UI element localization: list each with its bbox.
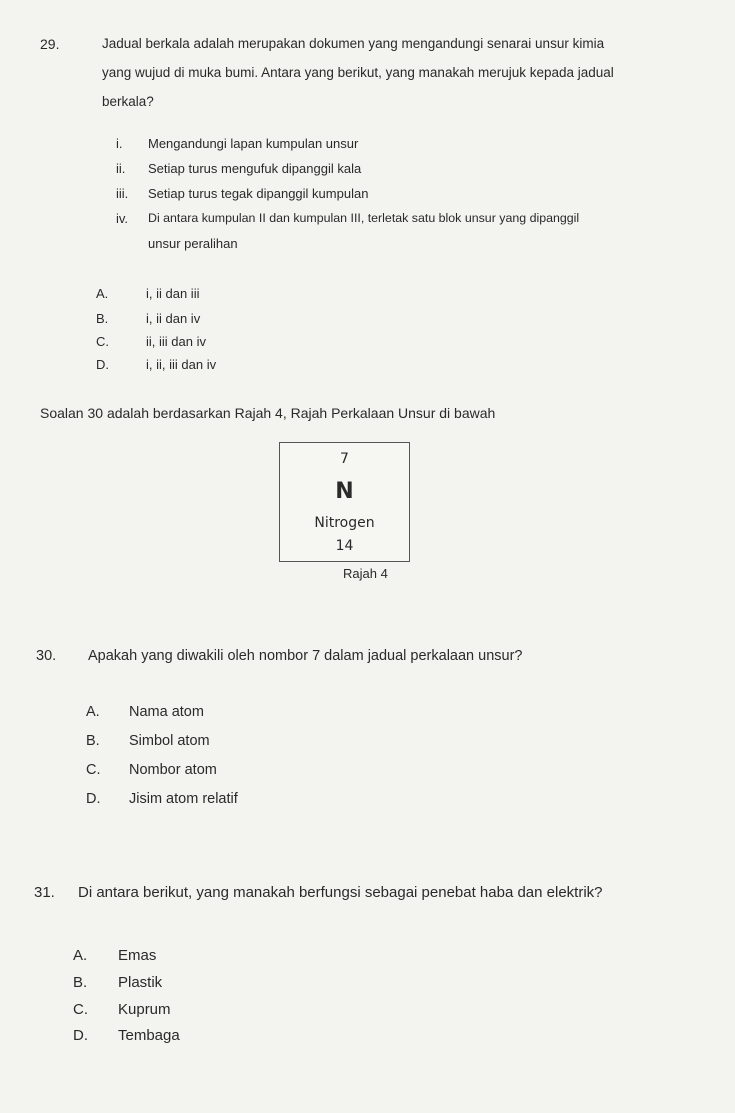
statement-ii-numeral: ii.: [116, 161, 126, 176]
figure-caption: Rajah 4: [343, 566, 388, 581]
q31-option-c-letter: C.: [73, 1001, 88, 1018]
q30-option-d-letter: D.: [86, 791, 101, 807]
question-30-intro: Soalan 30 adalah berdasarkan Rajah 4, Rajah Perkalaan Unsur di bawah: [40, 405, 496, 421]
statement-iii-text: Setiap turus tegak dipanggil kumpulan: [148, 186, 369, 201]
q31-option-b-letter: B.: [73, 974, 88, 991]
question-30-text: Apakah yang diwakili oleh nombor 7 dalam jadual perkalaan unsur?: [88, 648, 523, 664]
q29-option-c-letter: C.: [96, 334, 109, 349]
q29-option-b-text: i, ii dan iv: [146, 311, 201, 326]
statement-iv-text: Di antara kumpulan II dan kumpulan III, terletak satu blok unsur yang dipanggil: [148, 211, 580, 225]
q30-option-b-letter: B.: [86, 733, 100, 749]
statement-iii-numeral: iii.: [116, 186, 129, 201]
q29-option-a-text: i, ii dan iii: [146, 286, 200, 301]
question-31-text: Di antara berikut, yang manakah berfungsi sebagai penebat haba dan elektrik?: [78, 884, 603, 901]
statement-i-text: Mengandungi lapan kumpulan unsur: [148, 136, 359, 151]
element-mass: 14: [335, 538, 354, 554]
question-29-text-line-1: Jadual berkala adalah merupakan dokumen yang mengandungi senarai unsur kimia: [102, 36, 605, 51]
question-29-text-line-3: berkala?: [102, 94, 154, 109]
q30-option-d-text: Jisim atom relatif: [129, 791, 238, 807]
question-30-number: 30.: [36, 648, 57, 664]
question-29-number: 29.: [40, 36, 60, 52]
statement-i-numeral: i.: [116, 136, 123, 151]
question-31-number: 31.: [34, 884, 55, 901]
q29-option-a-letter: A.: [96, 286, 109, 301]
q31-option-b-text: Plastik: [118, 974, 163, 991]
element-symbol: N: [335, 479, 354, 504]
q31-option-d-letter: D.: [73, 1027, 88, 1044]
element-name: Nitrogen: [314, 515, 375, 531]
statement-iv-continuation: unsur peralihan: [148, 236, 238, 251]
q31-option-d-text: Tembaga: [118, 1027, 180, 1044]
q31-option-c-text: Kuprum: [118, 1001, 171, 1018]
q31-option-a-letter: A.: [73, 947, 88, 964]
question-29-text-line-2: yang wujud di muka bumi. Antara yang berikut, yang manakah merujuk kepada jadual: [102, 65, 614, 80]
q30-option-a-text: Nama atom: [129, 704, 204, 720]
q31-option-a-text: Emas: [118, 947, 157, 964]
q29-option-d-text: i, ii, iii dan iv: [146, 357, 217, 372]
statement-iv-numeral: iv.: [116, 211, 129, 226]
q30-option-b-text: Simbol atom: [129, 733, 210, 749]
statement-ii-text: Setiap turus mengufuk dipanggil kala: [148, 161, 362, 176]
q29-option-c-text: ii, iii dan iv: [146, 334, 206, 349]
atomic-number: 7: [340, 451, 349, 467]
q30-option-a-letter: A.: [86, 704, 100, 720]
element-card: [279, 442, 410, 562]
q30-option-c-text: Nombor atom: [129, 762, 217, 778]
q30-option-c-letter: C.: [86, 762, 101, 778]
q29-option-b-letter: B.: [96, 311, 109, 326]
q29-option-d-letter: D.: [96, 357, 109, 372]
